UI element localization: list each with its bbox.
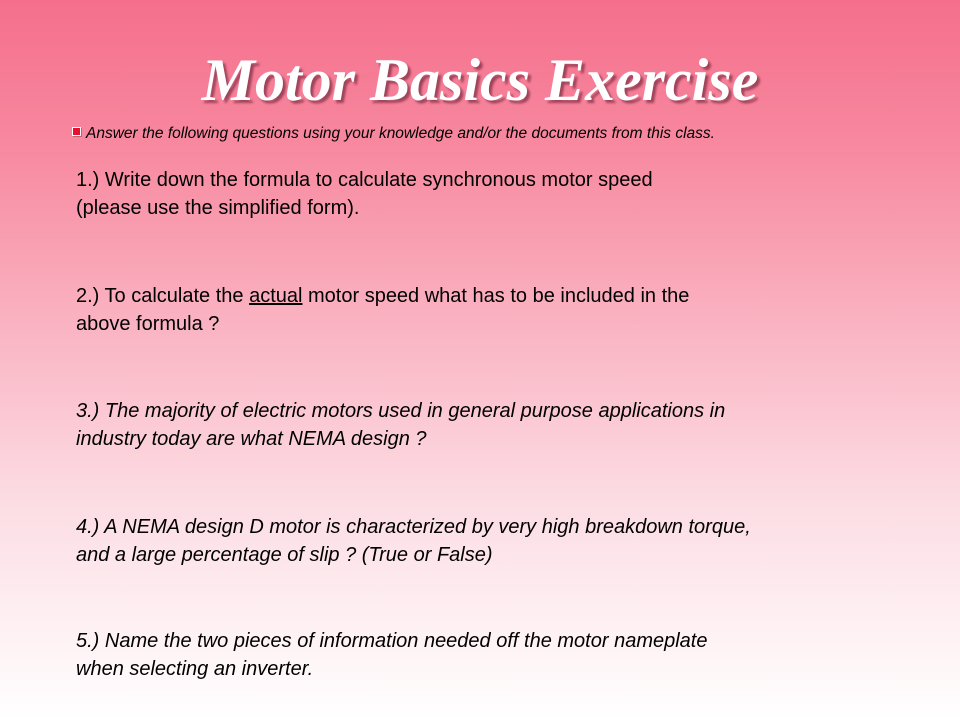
question-5 — [76, 627, 916, 683]
question-1-line-2: (please use the simplified form). — [76, 197, 360, 219]
question-2-underlined-word: actual — [249, 285, 303, 307]
bullet-icon — [72, 127, 81, 136]
question-3-line-1: 3.) The majority of electric motors used in general purpose applications in — [76, 400, 726, 422]
question-4-line-1: 4.) A NEMA design D motor is characterized by very high breakdown torque, — [76, 516, 751, 538]
instruction-label: Answer the following questions using your knowledge and/or the documents from this class. — [86, 125, 715, 142]
instruction-text — [72, 124, 715, 144]
slide-title: Motor Basics Exercise — [201, 47, 759, 113]
question-1 — [76, 166, 916, 222]
question-5-line-2: when selecting an inverter. — [76, 658, 314, 680]
question-4 — [76, 513, 916, 569]
question-2-text-after: motor speed what has to be included in the — [302, 285, 690, 307]
question-1-line-1: 1.) Write down the formula to calculate synchronous motor speed — [76, 169, 653, 191]
question-2 — [76, 282, 916, 338]
question-3-line-2: industry today are what NEMA design ? — [76, 428, 427, 450]
question-2-text-before: 2.) To calculate the — [76, 285, 250, 307]
question-2-line-2: above formula ? — [76, 313, 220, 335]
question-2-line-1 — [76, 282, 916, 310]
question-4-line-2: and a large percentage of slip ? (True or False) — [76, 544, 493, 566]
question-3 — [76, 397, 916, 453]
question-5-line-1: 5.) Name the two pieces of information needed off the motor nameplate — [76, 630, 708, 652]
